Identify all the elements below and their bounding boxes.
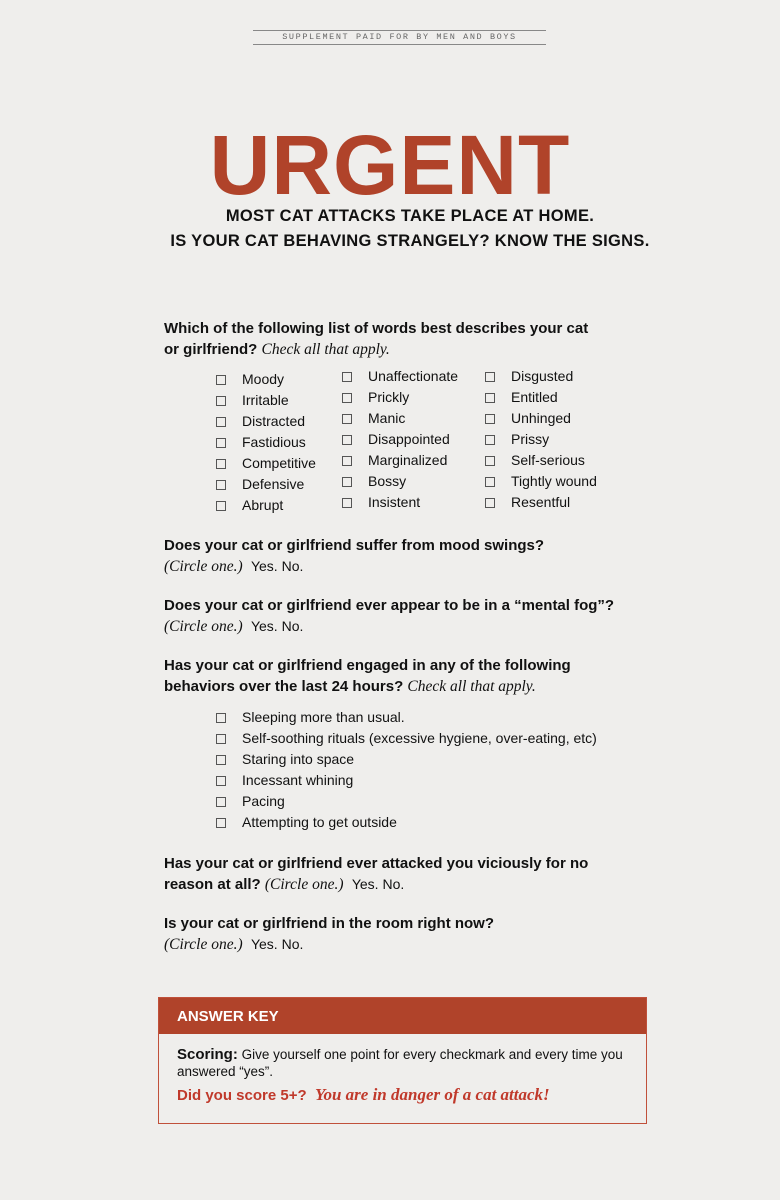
- question-text: or girlfriend?: [164, 341, 258, 358]
- checkbox[interactable]: [485, 456, 495, 466]
- behavior-list: [216, 707, 597, 833]
- checkbox-option[interactable]: [485, 429, 597, 450]
- question-text: Does your cat or girlfriend suffer from mood swings?: [164, 537, 545, 554]
- checkbox-option[interactable]: [485, 471, 597, 492]
- checkbox[interactable]: [485, 477, 495, 487]
- checkbox-option[interactable]: [216, 728, 597, 749]
- question-text: reason at all?: [164, 876, 261, 893]
- question-hint: (Circle one.): [164, 558, 243, 575]
- checkbox[interactable]: [216, 501, 226, 511]
- option-label: Self-serious: [511, 452, 585, 468]
- question-text: behaviors over the last 24 hours?: [164, 678, 404, 695]
- word-column-2: [342, 366, 458, 513]
- checkbox[interactable]: [216, 776, 226, 786]
- option-label: Unhinged: [511, 410, 571, 426]
- checkbox[interactable]: [216, 417, 226, 427]
- checkbox-option[interactable]: [216, 369, 316, 390]
- question-text: Has your cat or girlfriend ever attacked you viciously for no: [164, 855, 589, 872]
- question-text: Is your cat or girlfriend in the room right now?: [164, 915, 495, 932]
- checkbox[interactable]: [485, 372, 495, 382]
- option-label: Prissy: [511, 431, 550, 447]
- option-label: Disgusted: [511, 368, 574, 384]
- supplement-banner: SUPPLEMENT PAID FOR BY MEN AND BOYS: [253, 30, 546, 45]
- checkbox-option[interactable]: [216, 791, 597, 812]
- question-hint: (Circle one.): [264, 876, 344, 893]
- option-label: Tightly wound: [511, 473, 597, 489]
- checkbox[interactable]: [216, 734, 226, 744]
- question-3: [164, 595, 614, 637]
- option-label: Bossy: [368, 473, 407, 489]
- option-label: Staring into space: [242, 751, 355, 767]
- checkbox-option[interactable]: [216, 812, 597, 833]
- answer-key-box: [158, 997, 647, 1124]
- checkbox-option[interactable]: [485, 492, 597, 513]
- checkbox-option[interactable]: [216, 749, 597, 770]
- checkbox[interactable]: [485, 498, 495, 508]
- question-hint: Check all that apply.: [407, 678, 536, 695]
- checkbox[interactable]: [485, 393, 495, 403]
- question-1: [164, 318, 588, 360]
- question-text: Has your cat or girlfriend engaged in any of the following: [164, 657, 571, 674]
- score-question: Did you score 5+?: [177, 1087, 307, 1104]
- option-label: Attempting to get outside: [242, 814, 397, 830]
- checkbox[interactable]: [342, 393, 352, 403]
- checkbox-option[interactable]: [485, 450, 597, 471]
- question-5: [164, 853, 588, 895]
- option-label: Marginalized: [368, 452, 448, 468]
- checkbox-option[interactable]: [216, 770, 597, 791]
- checkbox[interactable]: [342, 414, 352, 424]
- checkbox-option[interactable]: [342, 387, 458, 408]
- option-label: Sleeping more than usual.: [242, 709, 405, 725]
- yes-no-answer[interactable]: Yes. No.: [250, 618, 304, 634]
- option-label: Pacing: [242, 793, 285, 809]
- checkbox[interactable]: [216, 797, 226, 807]
- question-hint: (Circle one.): [164, 936, 243, 953]
- checkbox[interactable]: [216, 713, 226, 723]
- question-text: Which of the following list of words best describes your cat: [164, 320, 589, 337]
- checkbox[interactable]: [216, 375, 226, 385]
- yes-no-answer[interactable]: Yes. No.: [351, 876, 405, 892]
- question-text: Does your cat or girlfriend ever appear to be in a “mental fog”?: [164, 597, 615, 614]
- checkbox[interactable]: [342, 372, 352, 382]
- option-label: Incessant whining: [242, 772, 354, 788]
- checkbox[interactable]: [216, 755, 226, 765]
- checkbox[interactable]: [216, 480, 226, 490]
- checkbox-option[interactable]: [485, 408, 597, 429]
- checkbox-option[interactable]: [216, 474, 316, 495]
- option-label: Unaffectionate: [368, 368, 459, 384]
- question-4: [164, 655, 571, 697]
- yes-no-answer[interactable]: Yes. No.: [250, 936, 304, 952]
- scoring-text: Give yourself one point for every checkmark and every time you answered “yes”.: [177, 1047, 623, 1079]
- option-label: Moody: [242, 371, 285, 387]
- checkbox[interactable]: [216, 396, 226, 406]
- checkbox-option[interactable]: [216, 707, 597, 728]
- checkbox[interactable]: [342, 456, 352, 466]
- yes-no-answer[interactable]: Yes. No.: [250, 558, 304, 574]
- danger-verdict: You are in danger of a cat attack!: [314, 1085, 550, 1104]
- option-label: Resentful: [511, 494, 571, 510]
- checkbox[interactable]: [485, 414, 495, 424]
- answer-key-title: ANSWER KEY: [159, 998, 646, 1034]
- option-label: Competitive: [242, 455, 316, 471]
- option-label: Self-soothing rituals (excessive hygiene, over-eating, etc): [242, 730, 597, 746]
- subtitle-2: IS YOUR CAT BEHAVING STRANGELY? KNOW THE SIGNS.: [170, 232, 650, 250]
- checkbox-option[interactable]: [216, 453, 316, 474]
- option-label: Defensive: [242, 476, 305, 492]
- option-label: Insistent: [368, 494, 421, 510]
- subtitle-1: MOST CAT ATTACKS TAKE PLACE AT HOME.: [225, 207, 595, 225]
- option-label: Manic: [368, 410, 406, 426]
- question-hint: Check all that apply.: [261, 341, 390, 358]
- checkbox[interactable]: [342, 435, 352, 445]
- checkbox-option[interactable]: [342, 366, 458, 387]
- scoring-label: Scoring:: [177, 1046, 238, 1063]
- option-label: Distracted: [242, 413, 306, 429]
- checkbox-option[interactable]: [216, 495, 316, 516]
- option-label: Disappointed: [368, 431, 450, 447]
- checkbox-option[interactable]: [216, 390, 316, 411]
- checkbox-option[interactable]: [342, 408, 458, 429]
- option-label: Irritable: [242, 392, 289, 408]
- checkbox-option[interactable]: [342, 492, 458, 513]
- question-hint: (Circle one.): [164, 618, 243, 635]
- question-2: [164, 535, 544, 577]
- checkbox[interactable]: [342, 477, 352, 487]
- checkbox-option[interactable]: [485, 387, 597, 408]
- checkbox[interactable]: [216, 818, 226, 828]
- page-title: URGENT: [209, 118, 571, 212]
- checkbox[interactable]: [342, 498, 352, 508]
- checkbox-option[interactable]: [342, 471, 458, 492]
- checkbox-option[interactable]: [216, 411, 316, 432]
- option-label: Fastidious: [242, 434, 306, 450]
- option-label: Abrupt: [242, 497, 284, 513]
- checkbox-option[interactable]: [342, 429, 458, 450]
- checkbox-option[interactable]: [485, 366, 597, 387]
- checkbox[interactable]: [485, 435, 495, 445]
- word-column-3: [485, 366, 597, 513]
- question-6: [164, 913, 494, 955]
- word-column-1: [216, 369, 316, 516]
- checkbox-option[interactable]: [216, 432, 316, 453]
- option-label: Entitled: [511, 389, 558, 405]
- checkbox[interactable]: [216, 438, 226, 448]
- checkbox-option[interactable]: [342, 450, 458, 471]
- option-label: Prickly: [368, 389, 410, 405]
- checkbox[interactable]: [216, 459, 226, 469]
